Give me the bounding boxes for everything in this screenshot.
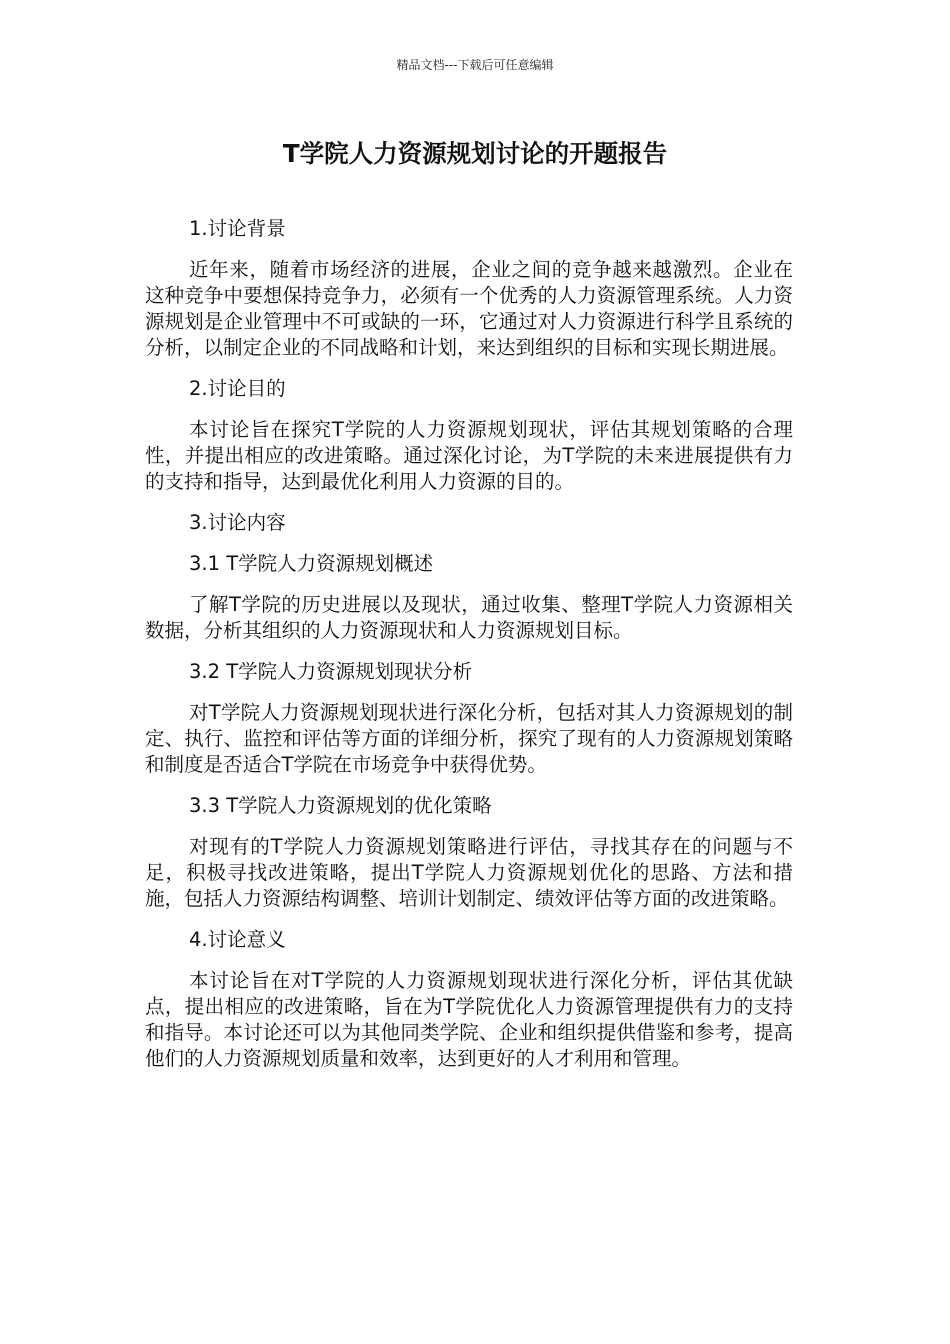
paragraph-analysis: 对T学院人力资源规划现状进行深化分析，包括对其人力资源规划的制定、执行、监控和评估等方面的详细分析，探究了现有的人力资源规划策略和制度是否适合T学院在市场竞争中获得优势。 — [145, 701, 793, 776]
section-heading-content: 3.讨论内容 — [189, 511, 286, 534]
document-body — [145, 216, 793, 1087]
subsection-heading-optimization: 3.3 T学院人力资源规划的优化策略 — [189, 794, 492, 817]
paragraph-background: 近年来，随着市场经济的进展，企业之间的竞争越来越激烈。企业在这种竞争中要想保持竞争力，必须有一个优秀的人力资源管理系统。人力资源规划是企业管理中不可或缺的一环，它通过对人力资源进行科学且系统的分析，以制定企业的不同战略和计划，来达到组织的目标和实现长期进展。 — [145, 258, 793, 359]
header-note: 精品文档---下载后可任意编辑 — [396, 58, 554, 72]
paragraph-purpose: 本讨论旨在探究T学院的人力资源规划现状，评估其规划策略的合理性，并提出相应的改进策略。通过深化讨论，为T学院的未来进展提供有力的支持和指导，达到最优化利用人力资源的目的。 — [145, 418, 793, 493]
paragraph-optimization: 对现有的T学院人力资源规划策略进行评估，寻找其存在的问题与不足，积极寻找改进策略，提出T学院人力资源规划优化的思路、方法和措施，包括人力资源结构调整、培训计划制定、绩效评估等方面的改进策略。 — [145, 835, 793, 910]
subsection-heading-overview: 3.1 T学院人力资源规划概述 — [189, 552, 434, 575]
paragraph-overview: 了解T学院的历史进展以及现状，通过收集、整理T学院人力资源相关数据，分析其组织的人力资源现状和人力资源规划目标。 — [145, 593, 793, 642]
section-heading-background: 1.讨论背景 — [189, 217, 286, 240]
subsection-heading-analysis: 3.2 T学院人力资源规划现状分析 — [189, 660, 473, 683]
section-heading-significance: 4.讨论意义 — [189, 928, 286, 951]
page-title: T学院人力资源规划讨论的开题报告 — [282, 139, 668, 168]
section-heading-purpose: 2.讨论目的 — [189, 377, 286, 400]
paragraph-significance: 本讨论旨在对T学院的人力资源规划现状进行深化分析，评估其优缺点，提出相应的改进策略，旨在为T学院优化人力资源管理提供有力的支持和指导。本讨论还可以为其他同类学院、企业和组织提供借鉴和参考，提高他们的人力资源规划质量和效率，达到更好的人才利用和管理。 — [145, 969, 793, 1070]
